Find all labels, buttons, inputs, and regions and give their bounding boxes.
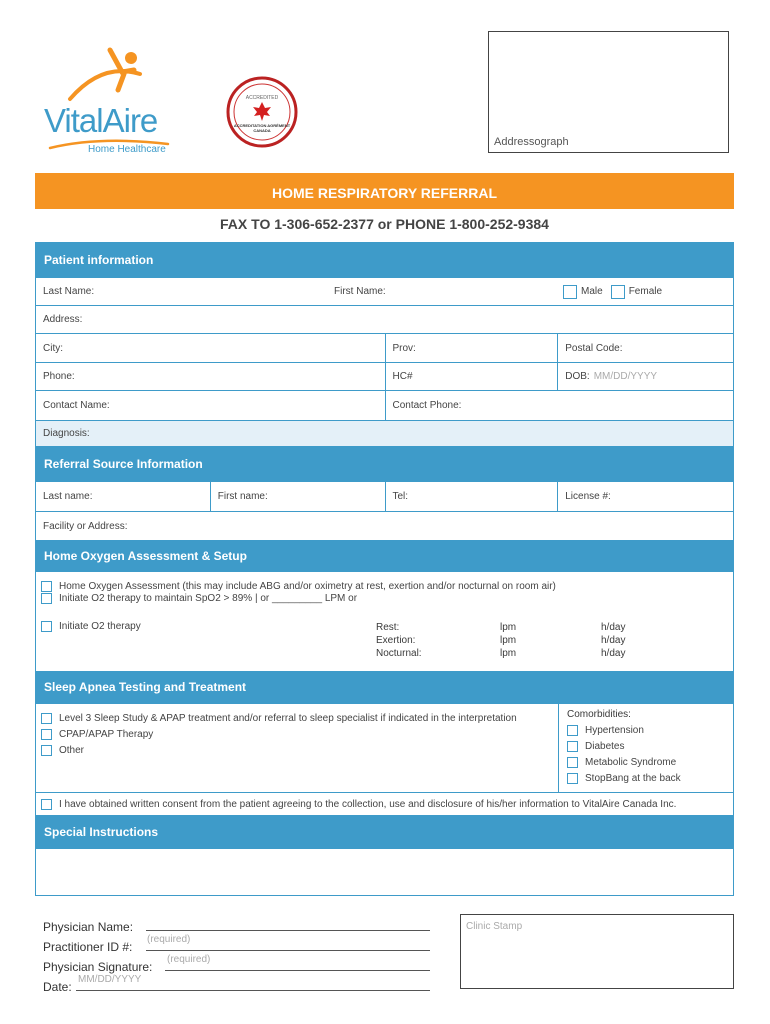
postal-code-field[interactable]	[557, 334, 733, 362]
exertion-hday-unit: h/day	[601, 635, 626, 646]
license-field[interactable]	[557, 482, 733, 511]
section-patient-info: Patient information	[36, 243, 733, 277]
patient-name-row	[36, 277, 733, 305]
referral-form	[35, 242, 734, 896]
form-title: HOME RESPIRATORY REFERRAL	[35, 173, 734, 209]
physician-name-row[interactable]	[43, 914, 443, 934]
diagnosis-field[interactable]	[36, 421, 733, 446]
physician-signature-line[interactable]	[165, 970, 430, 971]
nocturnal-hday-unit: h/day	[601, 648, 626, 659]
facility-field[interactable]	[36, 512, 733, 540]
date-line[interactable]	[76, 990, 430, 991]
vitalaire-logo	[40, 44, 190, 159]
facility-label: Facility or Address:	[43, 520, 128, 532]
initiate-o2-checkbox[interactable]	[41, 621, 52, 632]
lpm-units	[500, 621, 516, 660]
nocturnal-lpm-unit: lpm	[500, 648, 517, 659]
clinic-stamp-box[interactable]	[460, 914, 734, 989]
cpap-label: CPAP/APAP Therapy	[59, 729, 154, 740]
referral-tel-field[interactable]	[385, 482, 558, 511]
o2-period-labels	[376, 621, 422, 660]
metabolic-label: Metabolic Syndrome	[585, 757, 677, 768]
initiate-spo2-option[interactable]	[41, 592, 357, 605]
other-option[interactable]	[41, 744, 84, 757]
male-label: Male	[581, 286, 603, 297]
date-row[interactable]	[43, 974, 443, 994]
other-label: Other	[59, 745, 85, 756]
dob-label: DOB:	[565, 371, 590, 382]
nocturnal-label: Nocturnal:	[376, 648, 422, 659]
oxygen-options	[36, 571, 733, 671]
date-placeholder: MM/DD/YYYY	[78, 974, 142, 985]
address-field[interactable]	[36, 306, 733, 333]
practitioner-id-placeholder: (required)	[147, 934, 191, 945]
level3-sleep-option[interactable]	[41, 712, 517, 725]
initiate-spo2-label: Initiate O2 therapy to maintain SpO2 > 89% | or _________ LPM or	[59, 593, 358, 604]
logo-tagline: Home Healthcare	[88, 144, 166, 155]
phone-label: Phone:	[43, 371, 75, 382]
comorb-diabetes[interactable]	[567, 740, 624, 753]
patient-phone-row	[36, 362, 733, 390]
consent-checkbox[interactable]	[41, 799, 52, 810]
consent-label: I have obtained written consent from the patient agreeing to the collection, use and disclosure of his/her information to VitalAire Canada Inc.	[59, 799, 677, 810]
addressograph-label: Addressograph	[494, 136, 569, 148]
hc-field[interactable]	[385, 363, 558, 390]
stopbang-label: StopBang at the back	[585, 773, 681, 784]
facility-row	[36, 511, 733, 540]
dob-field[interactable]	[557, 363, 733, 390]
cpap-option[interactable]	[41, 728, 153, 741]
first-name-label: First Name:	[334, 286, 386, 297]
section-referral-source: Referral Source Information	[36, 446, 733, 481]
patient-name-cell[interactable]	[36, 278, 733, 305]
female-label: Female	[628, 286, 663, 297]
phone-field[interactable]	[36, 363, 385, 390]
physician-name-line[interactable]	[146, 930, 430, 931]
contact-phone-label: Contact Phone:	[392, 400, 462, 411]
prov-field[interactable]	[385, 334, 558, 362]
initiate-spo2-checkbox[interactable]	[41, 593, 52, 604]
stopbang-checkbox[interactable]	[567, 773, 578, 784]
sleep-divider	[558, 704, 559, 792]
cpap-checkbox[interactable]	[41, 729, 52, 740]
level3-sleep-checkbox[interactable]	[41, 713, 52, 724]
referral-last-name-field[interactable]	[36, 482, 210, 511]
referral-tel-label: Tel:	[392, 491, 409, 502]
diabetes-checkbox[interactable]	[567, 741, 578, 752]
physician-name-label: Physician Name:	[43, 920, 134, 934]
initiate-o2-label: Initiate O2 therapy	[59, 621, 141, 632]
practitioner-id-line[interactable]	[146, 950, 430, 951]
seal-icon	[226, 76, 298, 148]
comorb-metabolic[interactable]	[567, 756, 676, 769]
comorb-hypertension[interactable]	[567, 724, 644, 737]
last-name-label: Last Name:	[43, 286, 95, 297]
exertion-lpm-unit: lpm	[500, 635, 517, 646]
rest-label: Rest:	[376, 622, 400, 633]
oxygen-assessment-checkbox[interactable]	[41, 581, 52, 592]
male-checkbox[interactable]	[563, 285, 577, 299]
practitioner-id-row[interactable]	[43, 934, 443, 954]
diagnosis-label: Diagnosis:	[43, 428, 90, 439]
physician-signature-row[interactable]	[43, 954, 443, 974]
seal-top-text: ACCREDITED	[245, 95, 279, 101]
license-label: License #:	[565, 491, 611, 502]
patient-address-row	[36, 305, 733, 333]
section-sleep-apnea: Sleep Apnea Testing and Treatment	[36, 671, 733, 703]
logo-name: VitalAire	[44, 102, 158, 139]
date-label: Date:	[43, 980, 72, 994]
initiate-o2-option[interactable]	[41, 620, 141, 633]
hypertension-checkbox[interactable]	[567, 725, 578, 736]
comorbidities-label: Comorbidities:	[567, 709, 631, 720]
hypertension-label: Hypertension	[585, 725, 644, 736]
referral-first-name-field[interactable]	[210, 482, 385, 511]
clinic-stamp-label: Clinic Stamp	[466, 921, 523, 932]
female-checkbox[interactable]	[611, 285, 625, 299]
diabetes-label: Diabetes	[585, 741, 625, 752]
section-special-instructions: Special Instructions	[36, 815, 733, 848]
contact-row	[36, 390, 733, 420]
rest-lpm-unit: lpm	[500, 622, 517, 633]
comorb-stopbang[interactable]	[567, 772, 681, 785]
other-checkbox[interactable]	[41, 745, 52, 756]
address-label: Address:	[43, 314, 83, 325]
city-label: City:	[43, 342, 63, 354]
addressograph-box[interactable]	[488, 31, 729, 153]
sleep-options	[36, 703, 733, 792]
rest-hday-unit: h/day	[601, 622, 626, 633]
postal-code-label: Postal Code:	[565, 342, 623, 354]
level3-sleep-label: Level 3 Sleep Study & APAP treatment and/or referral to sleep specialist if indicated in the interpretation	[59, 713, 517, 724]
physician-signature-placeholder: (required)	[167, 954, 211, 965]
city-field[interactable]	[36, 334, 385, 362]
hday-units	[601, 621, 625, 660]
diagnosis-row	[36, 420, 733, 446]
contact-name-label: Contact Name:	[43, 400, 110, 411]
patient-city-row	[36, 333, 733, 362]
oxygen-assessment-label: Home Oxygen Assessment (this may include ABG and/or oximetry at rest, exertion and/or nocturnal on room air)	[59, 581, 556, 592]
fax-phone-line: FAX TO 1-306-652-2377 or PHONE 1-800-252-9384	[220, 216, 549, 232]
metabolic-checkbox[interactable]	[567, 757, 578, 768]
exertion-label: Exertion:	[376, 635, 416, 646]
dob-placeholder: MM/DD/YYYY	[593, 371, 658, 382]
consent-row	[36, 792, 733, 815]
referral-last-name-label: Last name:	[43, 491, 93, 502]
accreditation-seal	[226, 76, 298, 148]
practitioner-id-label: Practitioner ID #:	[43, 940, 133, 954]
referral-name-row	[36, 481, 733, 511]
prov-label: Prov:	[392, 342, 416, 354]
hc-label: HC#	[392, 371, 413, 382]
consent-option[interactable]	[41, 798, 676, 811]
gender-options	[563, 285, 662, 299]
contact-name-field[interactable]	[36, 391, 385, 420]
physician-signature-label: Physician Signature:	[43, 960, 153, 974]
contact-phone-field[interactable]	[385, 391, 734, 420]
referral-first-name-label: First name:	[217, 491, 268, 502]
special-instructions-field[interactable]	[36, 848, 733, 895]
seal-bottom-text: ACCREDITATION AGRÉMENT CANADA	[233, 123, 291, 133]
section-home-oxygen: Home Oxygen Assessment & Setup	[36, 540, 733, 571]
signature-block	[43, 914, 443, 994]
